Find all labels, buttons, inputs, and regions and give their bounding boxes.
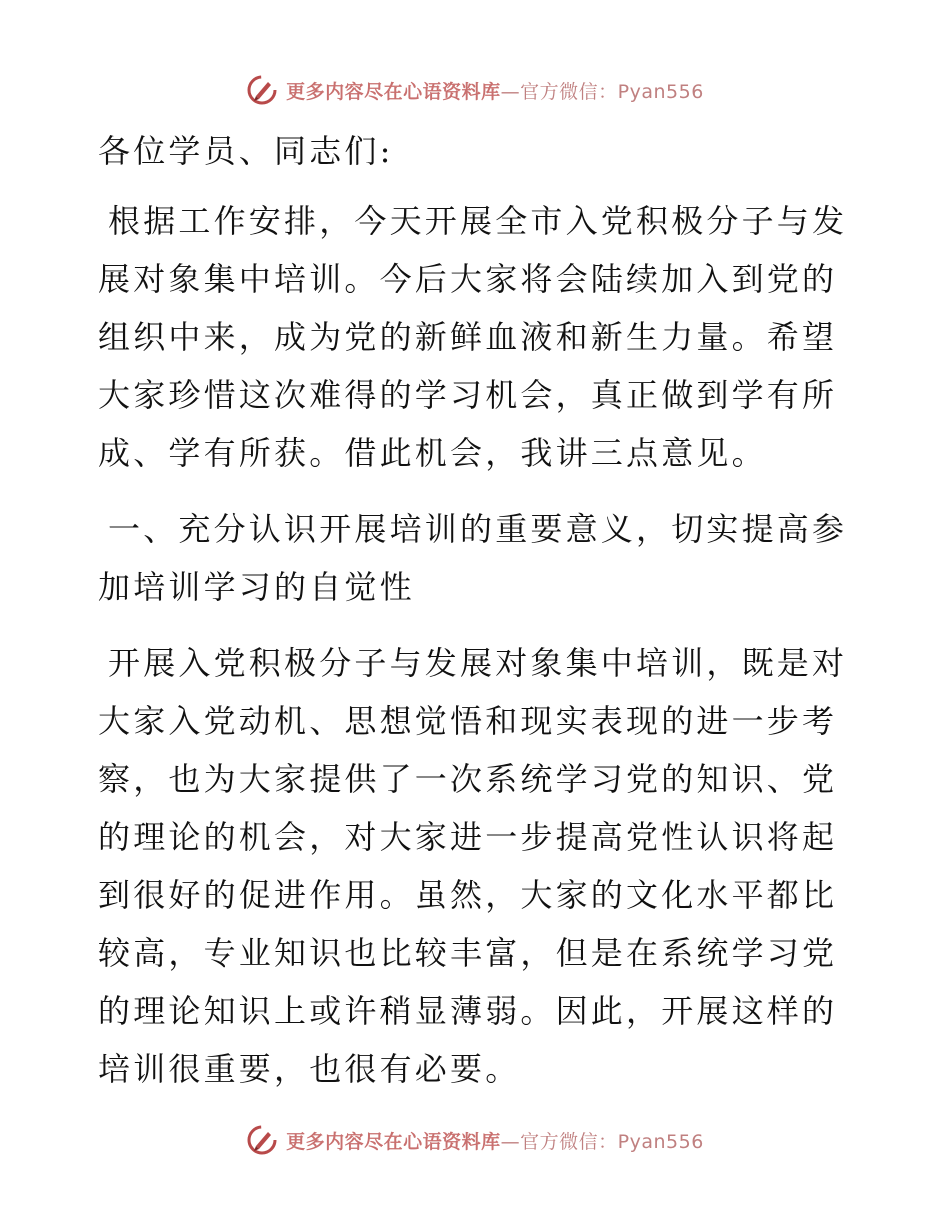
- pen-logo-icon: [246, 74, 278, 106]
- section-heading-1: 一、充分认识开展培训的重要意义，切实提高参加培训学习的自觉性: [98, 510, 848, 606]
- pen-logo-icon: [246, 1124, 278, 1156]
- paragraph-intro: 根据工作安排，今天开展全市入党积极分子与发展对象集中培训。今后大家将会陆续加入到党的组织中来，成为党的新鲜血液和新生力量。希望大家珍惜这次难得的学习机会，真正做到学有所成、学有所获。借此机会，我讲三点意见。: [98, 202, 848, 472]
- watermark-suffix: 官方微信：Pyan556: [520, 80, 704, 103]
- watermark-text: [286, 77, 704, 104]
- watermark-separator: —: [500, 1130, 521, 1153]
- greeting: 各位学员、同志们:: [98, 132, 394, 170]
- watermark-main: 更多内容尽在心语资料库: [286, 80, 501, 103]
- watermark-separator: —: [500, 80, 521, 103]
- watermark-main: 更多内容尽在心语资料库: [286, 1130, 501, 1153]
- header-watermark: [0, 70, 950, 110]
- document-body: [98, 122, 858, 1116]
- footer-watermark: [0, 1120, 950, 1160]
- watermark-suffix: 官方微信：Pyan556: [520, 1130, 704, 1153]
- paragraph-section-1: 开展入党积极分子与发展对象集中培训，既是对大家入党动机、思想觉悟和现实表现的进一步考察，也为大家提供了一次系统学习党的知识、党的理论的机会，对大家进一步提高党性认识将起到很好的促进作用。虽然，大家的文化水平都比较高，专业知识也比较丰富，但是在系统学习党的理论知识上或许稍显薄弱。因此，开展这样的培训很重要，也很有必要。: [98, 644, 848, 1088]
- watermark-text: [286, 1127, 704, 1154]
